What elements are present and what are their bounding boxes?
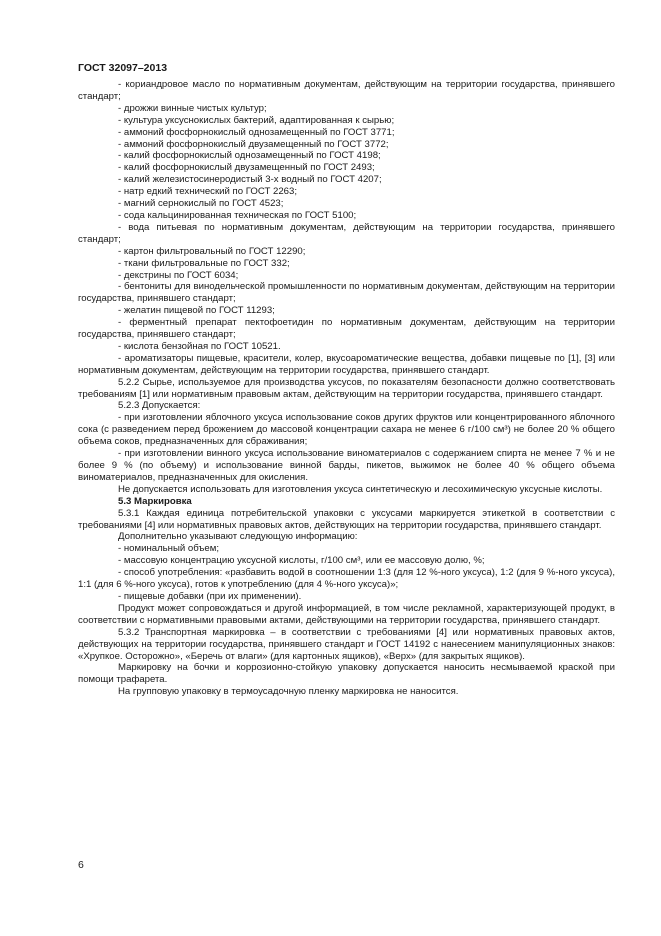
paragraph: - при изготовлении яблочного уксуса использование соков других фруктов или концентрированного яблочного сока (с разведением перед брожением до массовой концентрации сахара не менее 6 г/100 см³) не более 20 % общего объема соков, предназначенных для сбраживания;	[78, 412, 615, 448]
paragraph: - пищевые добавки (при их применении).	[118, 590, 302, 602]
paragraph: Продукт может сопровождаться и другой информацией, в том числе рекламной, характеризующей продукт, в соответствии с нормативными правовыми актами, действующими на территории государства, принявшего стандарт.	[78, 602, 615, 626]
section-heading: 5.3 Маркировка	[118, 495, 192, 507]
paragraph: - картон фильтровальный по ГОСТ 12290;	[118, 245, 306, 257]
paragraph: Маркировку на бочки и коррозионно-стойкую упаковку допускается наносить несмываемой краской при помощи трафарета.	[78, 662, 615, 686]
paragraph: - ароматизаторы пищевые, красители, колер, вкусоароматические вещества, добавки пищевые по [1], [3] или нормативным документам, действующим на территории государства, принявшего стандарт.	[78, 352, 615, 376]
paragraph: - калий фосфорнокислый однозамещенный по ГОСТ 4198;	[118, 150, 381, 162]
paragraph: - кислота бензойная по ГОСТ 10521.	[118, 340, 281, 352]
paragraph: 5.3.2 Транспортная маркировка – в соответствии с требованиями [4] или нормативных правовых актов, действующих на территории государства, принявшего стандарт и ГОСТ 14192 с нанесением манипуляционных знаков: «Хрупкое. Осторожно», «Беречь от влаги» (для картонных ящиков), «Верх» (для закрытых ящиков).	[78, 626, 615, 662]
paragraph: 5.2.3 Допускается:	[118, 400, 201, 412]
paragraph: - кориандровое масло по нормативным документам, действующим на территории государства, принявшего стандарт;	[78, 79, 615, 102]
document-body	[78, 79, 615, 698]
paragraph: - калий железистосинеродистый 3-х водный по ГОСТ 4207;	[118, 174, 382, 186]
paragraph: - калий фосфорнокислый двузамещенный по ГОСТ 2493;	[118, 162, 375, 174]
paragraph: 5.2.2 Сырье, используемое для производства уксусов, по показателям безопасности должно соответствовать требованиям [1] или нормативным правовым актам, действующим на территории государства, принявшего стандарт.	[78, 376, 615, 400]
paragraph: - аммоний фосфорнокислый двузамещенный по ГОСТ 3772;	[118, 138, 389, 150]
page-number: 6	[78, 859, 84, 871]
paragraph: Дополнительно указывают следующую информацию:	[118, 531, 358, 543]
paragraph: - ткани фильтровальные по ГОСТ 332;	[118, 257, 290, 269]
paragraph: - аммоний фосфорнокислый однозамещенный по ГОСТ 3771;	[118, 126, 395, 138]
paragraph: - сода кальцинированная техническая по ГОСТ 5100;	[118, 209, 357, 221]
paragraph: - желатин пищевой по ГОСТ 11293;	[118, 305, 275, 317]
paragraph: 5.3.1 Каждая единица потребительской упаковки с уксусами маркируется этикеткой в соответствии с требованиями [4] или нормативных правовых актов, действующих на территории государства, принявшего стандарт.	[78, 507, 615, 531]
paragraph: - дрожжи винные чистых культур;	[118, 102, 267, 114]
paragraph: - бентониты для винодельческой промышленности по нормативным документам, действующим на территории государства, принявшего стандарт;	[78, 281, 615, 305]
paragraph: - способ употребления: «разбавить водой в соотношении 1:3 (для 12 %-ного уксуса), 1:2 (для 9 %-ного уксуса), 1:1 (для 6 %-ного уксуса), готов к употреблению (для 4 %-ного уксуса)»;	[78, 567, 615, 591]
paragraph: - номинальный объем;	[118, 543, 220, 555]
document-code: ГОСТ 32097–2013	[78, 62, 168, 74]
paragraph: Не допускается использовать для изготовления уксуса синтетическую и лесохимическую уксусные кислоты.	[118, 483, 603, 495]
paragraph: - магний сернокислый по ГОСТ 4523;	[118, 198, 284, 210]
paragraph: - культура уксуснокислых бактерий, адаптированная к сырью;	[118, 114, 395, 126]
paragraph: - натр едкий технический по ГОСТ 2263;	[118, 186, 298, 198]
paragraph: - декстрины по ГОСТ 6034;	[118, 269, 239, 281]
paragraph: - вода питьевая по нормативным документам, действующим на территории государства, принявшего стандарт;	[78, 221, 615, 245]
paragraph: - массовую концентрацию уксусной кислоты, г/100 см³, или ее массовую долю, %;	[118, 555, 485, 567]
paragraph: На групповую упаковку в термоусадочную пленку маркировка не наносится.	[118, 686, 459, 698]
paragraph: - при изготовлении винного уксуса использование виноматериалов с содержанием спирта не менее 7 % и не более 9 % (по объему) и использование винной барды, пикетов, выжимок не более 40 % общего объема виноматериалов, предназначенных для окисления.	[78, 448, 615, 483]
paragraph: - ферментный препарат пектофоетидин по нормативным документам, действующим на территории государства, принявшего стандарт;	[78, 317, 615, 341]
